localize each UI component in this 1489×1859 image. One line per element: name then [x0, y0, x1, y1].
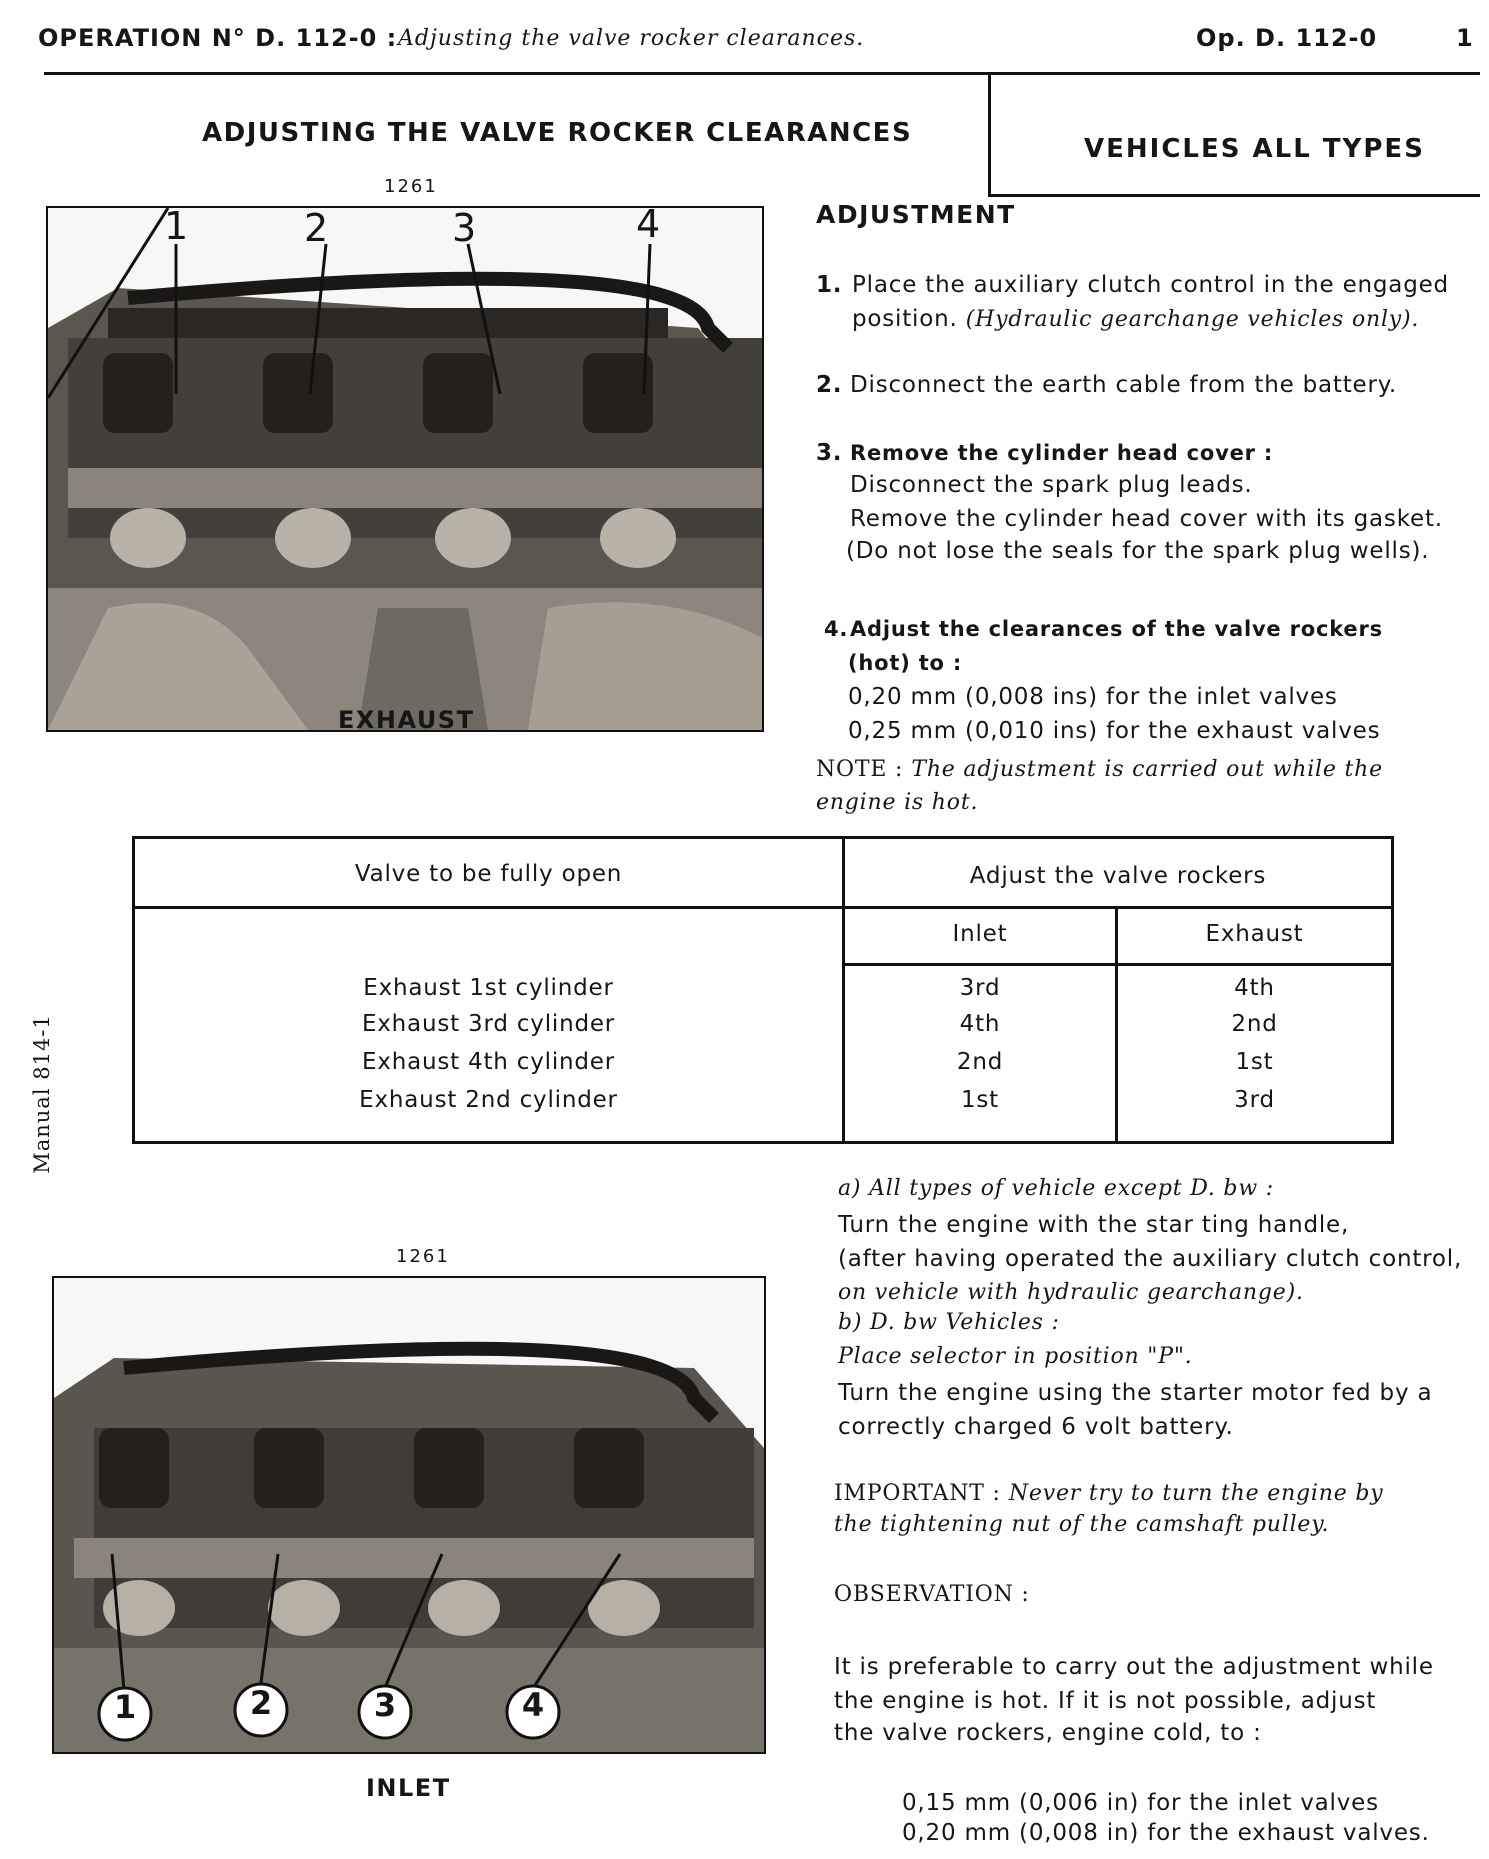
step-3-title: Remove the cylinder head cover :	[850, 441, 1274, 465]
procedure-a-line-2: (after having operated the auxiliary clutch control,	[838, 1246, 1463, 1272]
vehicles-label: VEHICLES ALL TYPES	[1084, 134, 1425, 164]
step-2-number: 2.	[816, 372, 843, 398]
observation-label: OBSERVATION :	[834, 1582, 1030, 1607]
table-row-2-exhaust: 2nd	[1231, 1011, 1278, 1037]
table-hline-1	[135, 906, 1391, 909]
step-4-title-1: Adjust the clearances of the valve rockers	[850, 617, 1383, 641]
observation-line-3: the valve rockers, engine cold, to :	[834, 1720, 1262, 1746]
step-1-position: position.	[852, 306, 958, 332]
note-text-2: engine is hot.	[816, 790, 979, 815]
page-title: ADJUSTING THE VALVE ROCKER CLEARANCES	[202, 118, 913, 148]
note-line-1	[816, 752, 1383, 787]
important-text-1: Never try to turn the engine by	[1008, 1481, 1384, 1506]
step-1-line-2	[852, 302, 1419, 337]
step-1-line-1: Place the auxiliary clutch control in the engaged	[852, 272, 1449, 298]
engine-photo-inlet	[54, 1278, 764, 1752]
cold-inlet-clearance: 0,15 mm (0,006 in) for the inlet valves	[902, 1790, 1379, 1816]
callout-1: 1	[164, 206, 189, 248]
table-header-valve: Valve to be fully open	[354, 861, 623, 887]
procedure-b-line-3: correctly charged 6 volt battery.	[838, 1414, 1234, 1440]
operation-reference: Op. D. 112-0	[1196, 24, 1378, 52]
step-2-text: Disconnect the earth cable from the battery.	[850, 372, 1398, 398]
table-row-3-valve: Exhaust 4th cylinder	[361, 1049, 616, 1075]
table-subheader-inlet: Inlet	[952, 921, 1008, 947]
table-hline-2	[842, 963, 1391, 966]
table-row-1-inlet: 3rd	[959, 975, 1001, 1001]
important-text-2: the tightening nut of the camshaft pulley.	[834, 1512, 1330, 1537]
adjustment-heading: ADJUSTMENT	[816, 200, 1016, 229]
table-row-2-inlet: 4th	[959, 1011, 1001, 1037]
note-label: NOTE :	[816, 757, 904, 782]
operation-description: Adjusting the valve rocker clearances.	[398, 26, 865, 51]
procedure-a-line-1: Turn the engine with the star ting handle,	[838, 1212, 1350, 1238]
step-1-number: 1.	[816, 272, 843, 298]
important-label: IMPORTANT :	[834, 1481, 1001, 1506]
step-1-note: (Hydraulic gearchange vehicles only).	[965, 307, 1420, 332]
procedure-b-line-2: Turn the engine using the starter motor fed by a	[838, 1380, 1433, 1406]
step-4-number: 4.	[824, 617, 849, 641]
photo-number-bottom: 1261	[396, 1246, 450, 1267]
table-row-4-valve: Exhaust 2nd cylinder	[359, 1087, 618, 1113]
table-header-adjust: Adjust the valve rockers	[969, 863, 1267, 889]
table-row-1-valve: Exhaust 1st cylinder	[363, 975, 614, 1001]
procedure-a-title: a) All types of vehicle except D. bw :	[838, 1176, 1274, 1201]
table-row-3-exhaust: 1st	[1235, 1049, 1274, 1075]
manual-side-label: Manual 814-1	[30, 1014, 54, 1174]
step-4-exhaust-clearance: 0,25 mm (0,010 ins) for the exhaust valves	[848, 718, 1381, 744]
callout-2: 2	[249, 1684, 273, 1722]
valve-adjustment-table	[132, 836, 1394, 1144]
callout-4: 4	[636, 206, 661, 246]
table-row-2-valve: Exhaust 3rd cylinder	[361, 1011, 616, 1037]
cold-exhaust-clearance: 0,20 mm (0,008 in) for the exhaust valves.	[902, 1820, 1430, 1846]
page-number: 1	[1456, 24, 1473, 52]
step-3-line-3: (Do not lose the seals for the spark plug wells).	[846, 538, 1430, 564]
table-row-1-exhaust: 4th	[1234, 975, 1275, 1001]
step-4-title-2: (hot) to :	[848, 651, 963, 675]
callout-2: 2	[304, 206, 329, 250]
photo-inlet	[52, 1276, 766, 1754]
photo-number-top: 1261	[384, 176, 438, 197]
observation-line-2: the engine is hot. If it is not possible, adjust	[834, 1688, 1377, 1714]
photo-caption-inlet: INLET	[366, 1774, 451, 1802]
vehicles-box-border-left	[988, 74, 991, 196]
table-row-4-inlet: 1st	[960, 1087, 1000, 1113]
callout-1: 1	[113, 1688, 137, 1726]
step-3-line-2: Remove the cylinder head cover with its gasket.	[850, 506, 1443, 532]
callout-4: 4	[521, 1686, 545, 1724]
observation-line-1: It is preferable to carry out the adjustment while	[834, 1654, 1434, 1680]
photo-caption-exhaust: EXHAUST	[338, 706, 475, 734]
vehicles-box-border-bottom	[988, 194, 1480, 197]
photo-exhaust	[46, 206, 764, 732]
engine-photo-exhaust	[48, 208, 762, 730]
step-4-inlet-clearance: 0,20 mm (0,008 ins) for the inlet valves	[848, 684, 1338, 710]
important-line-1	[834, 1476, 1383, 1511]
procedure-b-line-1: Place selector in position "P".	[838, 1344, 1193, 1369]
table-subheader-exhaust: Exhaust	[1205, 921, 1304, 947]
procedure-a-line-3: on vehicle with hydraulic gearchange).	[838, 1280, 1304, 1305]
operation-label: OPERATION N° D. 112-0 :	[38, 24, 398, 52]
table-row-4-exhaust: 3rd	[1234, 1087, 1275, 1113]
step-3-number: 3.	[816, 440, 843, 466]
step-3-line-1: Disconnect the spark plug leads.	[850, 472, 1253, 498]
callout-3: 3	[373, 1686, 397, 1724]
callout-3: 3	[452, 206, 477, 250]
table-row-3-inlet: 2nd	[956, 1049, 1004, 1075]
procedure-b-title: b) D. bw Vehicles :	[838, 1310, 1060, 1335]
note-text-1: The adjustment is carried out while the	[911, 757, 1383, 782]
header-rule	[44, 72, 1480, 75]
